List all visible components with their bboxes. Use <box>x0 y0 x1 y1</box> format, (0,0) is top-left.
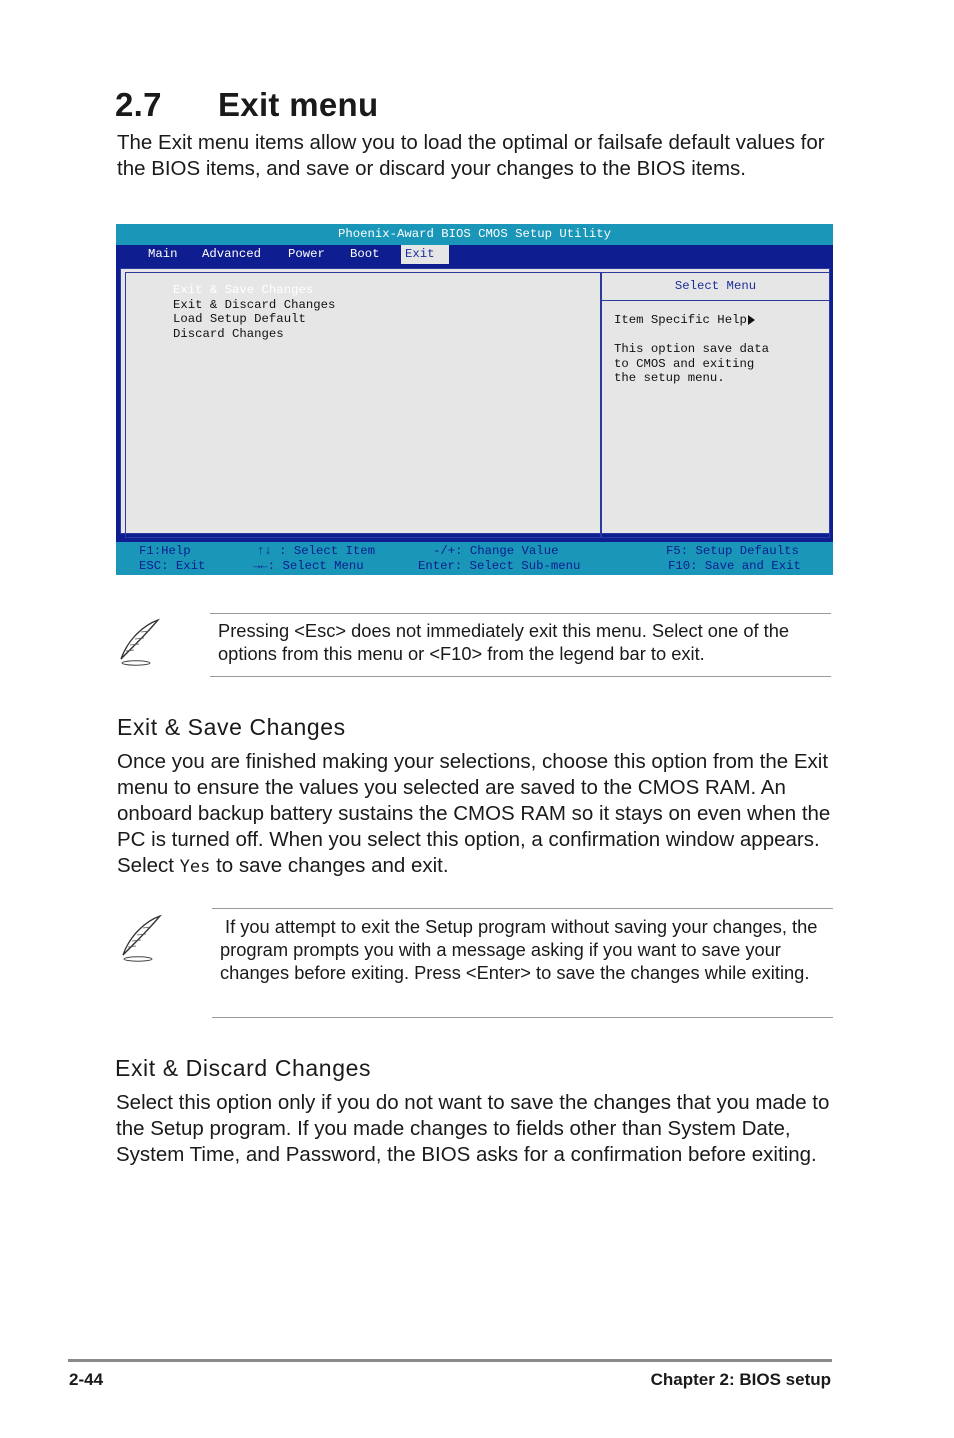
note1-top-rule <box>210 613 831 614</box>
bios-help-line: to CMOS and exiting <box>614 356 755 371</box>
legend-save-exit: F10: Save and Exit <box>668 559 801 573</box>
bios-item-load-default[interactable]: Load Setup Default <box>173 312 306 327</box>
bios-item-exit-discard[interactable]: Exit & Discard Changes <box>173 297 336 312</box>
bios-help-line: This option save data <box>614 342 769 357</box>
section-number: 2.7 <box>115 86 162 123</box>
section-title <box>115 86 378 124</box>
page-number: 2-44 <box>69 1370 104 1389</box>
bios-help-panel <box>601 272 830 538</box>
feather-pen-icon <box>116 913 166 963</box>
legend-select-submenu: Enter: Select Sub-menu <box>418 559 581 573</box>
bios-item-discard-changes[interactable]: Discard Changes <box>173 326 284 341</box>
footer-rule <box>68 1359 832 1362</box>
exit-save-text-end: to save changes and exit. <box>210 854 449 877</box>
exit-save-heading: Exit & Save Changes <box>117 714 346 740</box>
note2-top-rule <box>212 908 833 909</box>
bios-help-body <box>614 313 769 386</box>
bios-item-exit-save[interactable]: Exit & Save Changes <box>173 283 314 297</box>
bios-menu-exit[interactable]: Exit <box>401 245 449 264</box>
bios-items-panel <box>125 272 601 538</box>
exit-save-paragraph <box>117 749 837 880</box>
feather-pen-icon <box>114 617 164 667</box>
legend-select-item: ↑↓ : Select Item <box>257 544 376 558</box>
legend-select-menu: →←: Select Menu <box>253 559 364 573</box>
note2-text: If you attempt to exit the Setup program without saving your changes, the program prompts you with a message asking if you want to save your changes before exiting. Press <Enter> to save the changes while exiting. <box>220 916 818 983</box>
bios-menu-main[interactable]: Main <box>148 247 178 261</box>
intro-paragraph: The Exit menu items allow you to load the optimal or failsafe default values for the BIOS items, and save or discard your changes to the BIOS items. <box>117 131 825 180</box>
exit-save-text: Once you are finished making your selections, choose this option from the Exit menu to ensure the values you selected are saved to the CMOS RAM. An onboard backup battery sustains the CMOS RAM so it stays on even when the PC is turned off. When you select this option, a confirmation window appears. Select <box>117 750 831 877</box>
legend-change-value: -/+: Change Value <box>433 544 559 558</box>
arrow-right-icon <box>748 315 755 325</box>
bios-help-title: Select Menu <box>602 273 829 301</box>
yes-option: Yes <box>179 857 211 877</box>
bios-menu-advanced[interactable]: Advanced <box>202 247 262 261</box>
bios-screen <box>116 224 833 575</box>
note1-bottom-rule <box>210 676 831 677</box>
legend-f1-help: F1:Help <box>139 544 191 558</box>
bios-legend-bar <box>116 542 833 575</box>
bios-menu-boot[interactable]: Boot <box>350 247 380 261</box>
bios-items <box>173 283 335 341</box>
note2-bottom-rule <box>212 1017 833 1018</box>
bios-help-line: the setup menu. <box>614 371 725 386</box>
bios-menu-bar <box>116 245 833 264</box>
exit-discard-paragraph: Select this option only if you do not want to save the changes that you made to the Setup program. If you made changes to fields other than System Date, System Time, and Password, the BIOS asks for a confirmation before exiting. <box>116 1091 830 1166</box>
bios-help-subtitle: Item Specific Help <box>614 313 747 327</box>
chapter-label: Chapter 2: BIOS setup <box>650 1370 831 1389</box>
legend-setup-defaults: F5: Setup Defaults <box>666 544 799 558</box>
section-title-text: Exit menu <box>218 86 379 123</box>
bios-main-panel <box>120 268 830 534</box>
bios-menu-power[interactable]: Power <box>288 247 325 261</box>
legend-esc-exit: ESC: Exit <box>139 559 206 573</box>
note1-text: Pressing <Esc> does not immediately exit this menu. Select one of the options from this menu or <F10> from the legend bar to exit. <box>218 620 790 664</box>
bios-title-bar: Phoenix-Award BIOS CMOS Setup Utility <box>116 224 833 245</box>
exit-discard-heading: Exit & Discard Changes <box>115 1055 372 1081</box>
